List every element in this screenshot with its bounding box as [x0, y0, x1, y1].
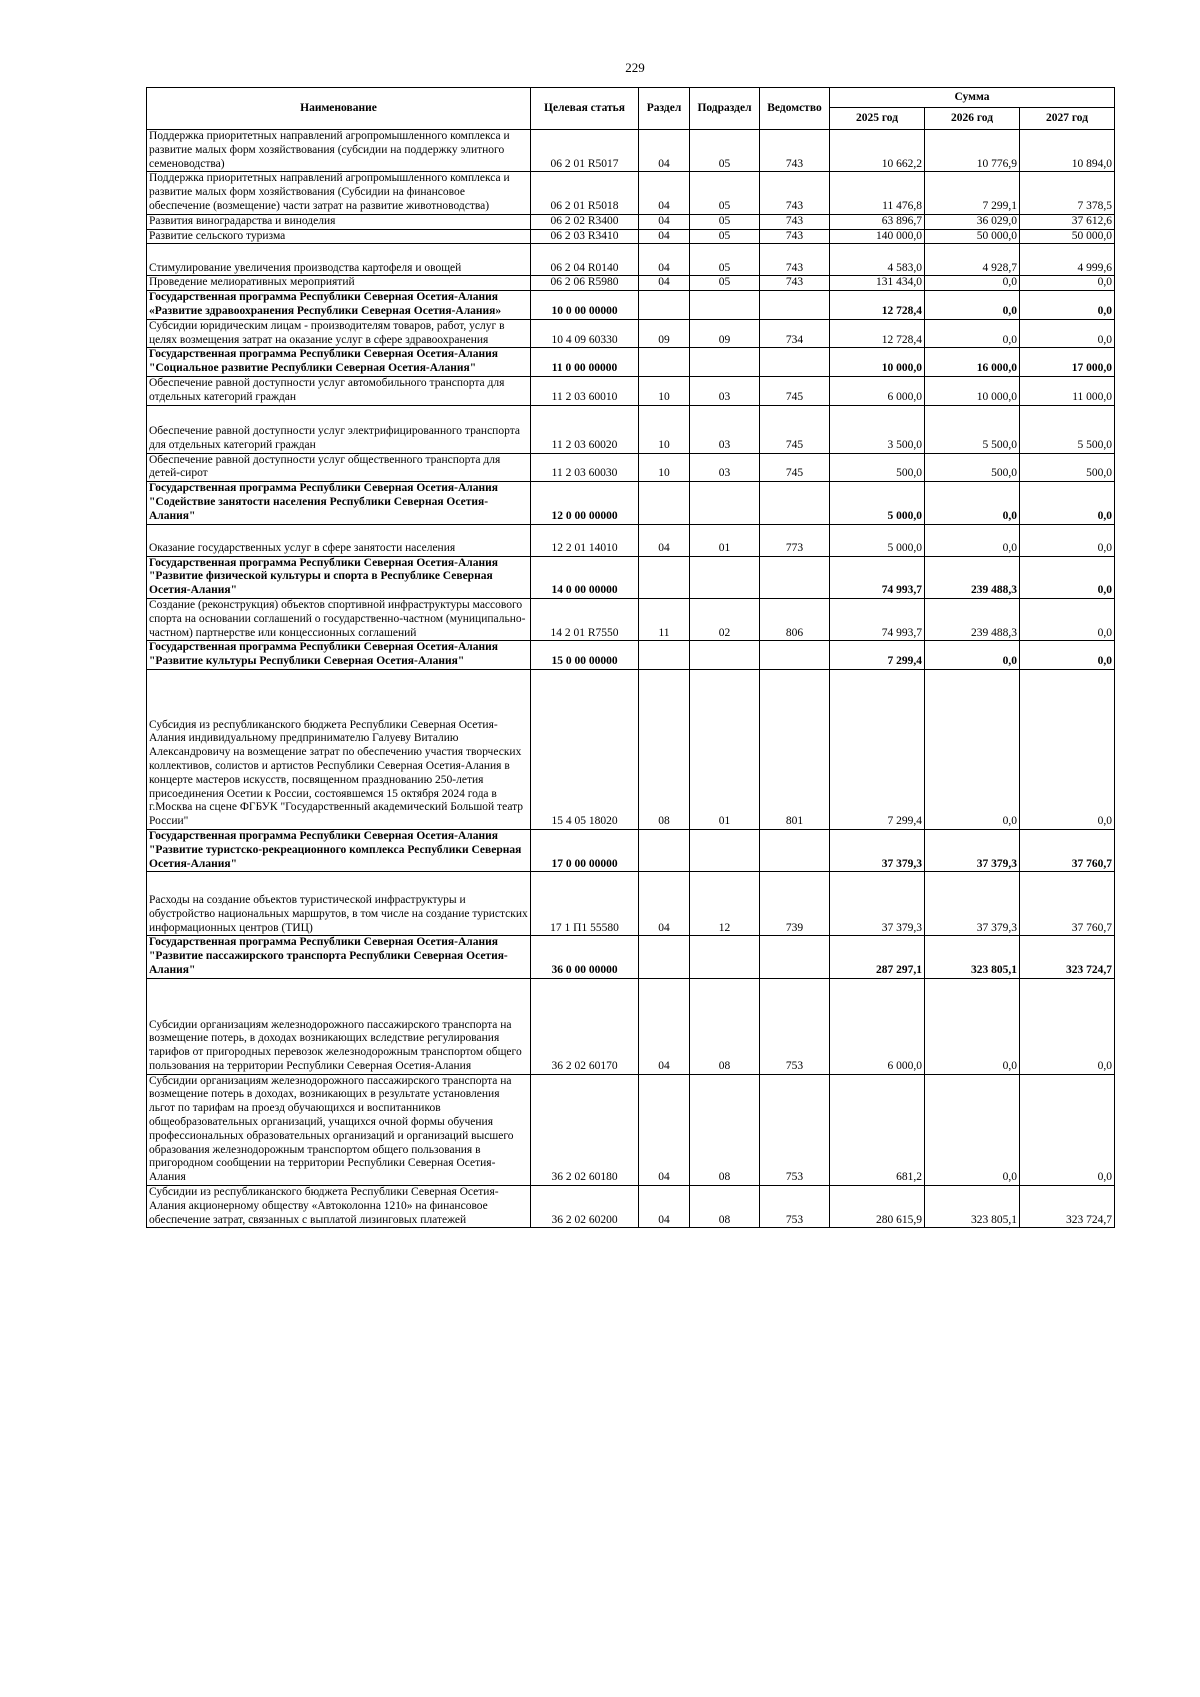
- row-sum-2026: 10 776,9: [925, 130, 1020, 172]
- row-sum-2027: 0,0: [1020, 641, 1115, 670]
- row-code: 36 2 02 60170: [531, 978, 639, 1074]
- row-department: 743: [760, 130, 830, 172]
- row-subsection: 05: [690, 276, 760, 291]
- header-section: Раздел: [639, 88, 690, 130]
- program-row: [147, 556, 1115, 598]
- row-name: Развития виноградарства и виноделия: [147, 214, 531, 229]
- row-sum-2027: 37 760,7: [1020, 829, 1115, 871]
- row-code: 14 2 01 R7550: [531, 598, 639, 640]
- row-subsection: 05: [690, 130, 760, 172]
- row-section: [639, 556, 690, 598]
- row-section: 04: [639, 1186, 690, 1228]
- row-code: 15 4 05 18020: [531, 669, 639, 829]
- row-name: Расходы на создание объектов туристической инфраструктуры и обустройство национальных маршрутов, в том числе на создание туристских информационных центров (ТИЦ): [147, 872, 531, 936]
- row-sum-2026: 500,0: [925, 453, 1020, 482]
- row-sum-2025: 74 993,7: [830, 556, 925, 598]
- table-row: [147, 1186, 1115, 1228]
- row-subsection: 05: [690, 229, 760, 244]
- row-name: Стимулирование увеличения производства картофеля и овощей: [147, 244, 531, 276]
- row-subsection: 02: [690, 598, 760, 640]
- row-subsection: 08: [690, 1186, 760, 1228]
- table-row: [147, 405, 1115, 453]
- row-subsection: 03: [690, 405, 760, 453]
- row-department: 743: [760, 244, 830, 276]
- row-subsection: 01: [690, 524, 760, 556]
- row-code: 14 0 00 00000: [531, 556, 639, 598]
- table-row: [147, 872, 1115, 936]
- row-sum-2027: 5 500,0: [1020, 405, 1115, 453]
- row-sum-2025: 11 476,8: [830, 172, 925, 214]
- row-sum-2025: 6 000,0: [830, 978, 925, 1074]
- row-code: 15 0 00 00000: [531, 641, 639, 670]
- row-department: [760, 348, 830, 377]
- row-code: 06 2 02 R3400: [531, 214, 639, 229]
- row-department: 753: [760, 1186, 830, 1228]
- row-name: Государственная программа Республики Северная Осетия-Алания "Социальное развитие Республики Северная Осетия-Алания": [147, 348, 531, 377]
- row-sum-2026: 0,0: [925, 291, 1020, 320]
- table-body: [147, 130, 1115, 1228]
- row-section: [639, 641, 690, 670]
- row-sum-2027: 0,0: [1020, 978, 1115, 1074]
- row-subsection: 12: [690, 872, 760, 936]
- table-row: [147, 978, 1115, 1074]
- row-name: Обеспечение равной доступности услуг электрифицированного транспорта для отдельных категорий граждан: [147, 405, 531, 453]
- program-row: [147, 291, 1115, 320]
- row-name: Субсидии из республиканского бюджета Республики Северная Осетия-Алания акционерному обществу «Автоколонна 1210» на финансовое обеспечение затрат, связанных с выплатой лизинговых платежей: [147, 1186, 531, 1228]
- row-code: 12 0 00 00000: [531, 482, 639, 524]
- table-row: [147, 276, 1115, 291]
- row-sum-2026: 0,0: [925, 978, 1020, 1074]
- row-code: 17 0 00 00000: [531, 829, 639, 871]
- row-code: 10 0 00 00000: [531, 291, 639, 320]
- row-sum-2025: 12 728,4: [830, 319, 925, 348]
- row-sum-2027: 0,0: [1020, 291, 1115, 320]
- row-section: 04: [639, 214, 690, 229]
- row-sum-2025: 10 662,2: [830, 130, 925, 172]
- row-section: 11: [639, 598, 690, 640]
- row-sum-2025: 37 379,3: [830, 872, 925, 936]
- row-section: [639, 291, 690, 320]
- row-sum-2025: 37 379,3: [830, 829, 925, 871]
- row-code: 06 2 06 R5980: [531, 276, 639, 291]
- row-section: [639, 936, 690, 978]
- table-row: [147, 172, 1115, 214]
- header-subsection: Подраздел: [690, 88, 760, 130]
- row-sum-2025: 140 000,0: [830, 229, 925, 244]
- row-name: Субсидии организациям железнодорожного пассажирского транспорта на возмещение потерь в доходах, возникающих в результате установления льгот по тарифам на проезд обучающихся и воспитанников общеобразовательных организаций, учащихся очной формы обучения профессиональных образовательных организаций и организаций высшего образования железнодорожным транспортом общего пользования в пригородном сообщении на территории Республики Северная Осетия-Алания: [147, 1074, 531, 1185]
- row-sum-2027: 0,0: [1020, 276, 1115, 291]
- program-row: [147, 829, 1115, 871]
- program-row: [147, 641, 1115, 670]
- row-department: [760, 291, 830, 320]
- row-sum-2027: 0,0: [1020, 598, 1115, 640]
- row-code: 10 4 09 60330: [531, 319, 639, 348]
- row-sum-2025: 12 728,4: [830, 291, 925, 320]
- row-section: 04: [639, 276, 690, 291]
- row-sum-2026: 0,0: [925, 276, 1020, 291]
- program-row: [147, 348, 1115, 377]
- row-name: Субсидии юридическим лицам - производителям товаров, работ, услуг в целях возмещения затрат на оказание услуг в сфере здравоохранения: [147, 319, 531, 348]
- header-name: Наименование: [147, 88, 531, 130]
- row-subsection: [690, 291, 760, 320]
- table-row: [147, 376, 1115, 405]
- row-section: [639, 348, 690, 377]
- row-code: 12 2 01 14010: [531, 524, 639, 556]
- row-code: 06 2 04 R0140: [531, 244, 639, 276]
- row-name: Государственная программа Республики Северная Осетия-Алания "Развитие пассажирского транспорта Республики Северная Осетия-Алания": [147, 936, 531, 978]
- row-section: 04: [639, 172, 690, 214]
- row-code: 36 2 02 60180: [531, 1074, 639, 1185]
- row-sum-2025: 500,0: [830, 453, 925, 482]
- program-row: [147, 936, 1115, 978]
- row-sum-2026: 37 379,3: [925, 872, 1020, 936]
- row-department: 734: [760, 319, 830, 348]
- table-row: [147, 453, 1115, 482]
- row-sum-2025: 131 434,0: [830, 276, 925, 291]
- row-name: Оказание государственных услуг в сфере занятости населения: [147, 524, 531, 556]
- row-subsection: 05: [690, 172, 760, 214]
- row-subsection: 03: [690, 376, 760, 405]
- row-department: 745: [760, 453, 830, 482]
- row-sum-2025: 10 000,0: [830, 348, 925, 377]
- row-sum-2026: 16 000,0: [925, 348, 1020, 377]
- table-row: [147, 244, 1115, 276]
- row-subsection: [690, 482, 760, 524]
- row-sum-2026: 0,0: [925, 1074, 1020, 1185]
- row-name: Субсидии организациям железнодорожного пассажирского транспорта на возмещение потерь, в доходах возникающих вследствие регулирования тарифов от пригородных перевозок железнодорожным транспортом общего пользования на территории Республики Северная Осетия-Алания: [147, 978, 531, 1074]
- row-sum-2027: 4 999,6: [1020, 244, 1115, 276]
- row-name: Государственная программа Республики Северная Осетия-Алания «Развитие здравоохранения Республики Северная Осетия-Алания»: [147, 291, 531, 320]
- row-sum-2025: 6 000,0: [830, 376, 925, 405]
- row-subsection: 09: [690, 319, 760, 348]
- row-department: 806: [760, 598, 830, 640]
- row-sum-2026: 50 000,0: [925, 229, 1020, 244]
- row-code: 11 2 03 60030: [531, 453, 639, 482]
- table-row: [147, 669, 1115, 829]
- row-subsection: [690, 829, 760, 871]
- page-number: 229: [625, 60, 645, 75]
- row-sum-2027: 0,0: [1020, 524, 1115, 556]
- row-name: Поддержка приоритетных направлений агропромышленного комплекса и развитие малых форм хозяйствования (субсидии на поддержку элитного семеноводства): [147, 130, 531, 172]
- row-code: 11 2 03 60010: [531, 376, 639, 405]
- row-sum-2027: 11 000,0: [1020, 376, 1115, 405]
- header-department: Ведомство: [760, 88, 830, 130]
- row-sum-2027: 17 000,0: [1020, 348, 1115, 377]
- row-department: [760, 829, 830, 871]
- row-sum-2026: 0,0: [925, 319, 1020, 348]
- row-subsection: 08: [690, 1074, 760, 1185]
- row-sum-2027: 0,0: [1020, 482, 1115, 524]
- row-sum-2027: 323 724,7: [1020, 1186, 1115, 1228]
- row-section: 10: [639, 376, 690, 405]
- row-sum-2026: 239 488,3: [925, 556, 1020, 598]
- row-section: 10: [639, 453, 690, 482]
- row-department: 743: [760, 214, 830, 229]
- row-department: 753: [760, 978, 830, 1074]
- row-subsection: 01: [690, 669, 760, 829]
- row-department: 745: [760, 376, 830, 405]
- row-subsection: [690, 348, 760, 377]
- row-department: [760, 641, 830, 670]
- row-sum-2027: 37 612,6: [1020, 214, 1115, 229]
- row-sum-2025: 681,2: [830, 1074, 925, 1185]
- row-sum-2027: 0,0: [1020, 1074, 1115, 1185]
- row-sum-2025: 280 615,9: [830, 1186, 925, 1228]
- row-sum-2026: 10 000,0: [925, 376, 1020, 405]
- table-row: [147, 524, 1115, 556]
- row-department: [760, 556, 830, 598]
- table-row: [147, 598, 1115, 640]
- table-row: [147, 319, 1115, 348]
- row-section: 04: [639, 229, 690, 244]
- row-department: 739: [760, 872, 830, 936]
- row-sum-2026: 0,0: [925, 524, 1020, 556]
- row-subsection: [690, 936, 760, 978]
- row-department: 773: [760, 524, 830, 556]
- row-code: 17 1 П1 55580: [531, 872, 639, 936]
- row-section: 04: [639, 978, 690, 1074]
- row-sum-2027: 323 724,7: [1020, 936, 1115, 978]
- row-sum-2026: 239 488,3: [925, 598, 1020, 640]
- row-sum-2027: 50 000,0: [1020, 229, 1115, 244]
- row-sum-2027: 0,0: [1020, 669, 1115, 829]
- row-name: Государственная программа Республики Северная Осетия-Алания "Развитие туристско-рекреационного комплекса Республики Северная Осетия-Алания": [147, 829, 531, 871]
- row-sum-2026: 7 299,1: [925, 172, 1020, 214]
- row-sum-2025: 4 583,0: [830, 244, 925, 276]
- row-sum-2026: 323 805,1: [925, 936, 1020, 978]
- program-row: [147, 482, 1115, 524]
- row-code: 11 0 00 00000: [531, 348, 639, 377]
- row-name: Государственная программа Республики Северная Осетия-Алания "Развитие культуры Республики Северная Осетия-Алания": [147, 641, 531, 670]
- row-subsection: 05: [690, 244, 760, 276]
- row-sum-2026: 5 500,0: [925, 405, 1020, 453]
- row-department: 743: [760, 172, 830, 214]
- row-department: 801: [760, 669, 830, 829]
- row-sum-2025: 5 000,0: [830, 524, 925, 556]
- row-sum-2027: 10 894,0: [1020, 130, 1115, 172]
- row-department: 743: [760, 229, 830, 244]
- header-code: Целевая статья: [531, 88, 639, 130]
- row-sum-2025: 7 299,4: [830, 641, 925, 670]
- row-name: Государственная программа Республики Северная Осетия-Алания "Содействие занятости населения Республики Северная Осетия-Алания": [147, 482, 531, 524]
- row-sum-2025: 5 000,0: [830, 482, 925, 524]
- row-sum-2025: 3 500,0: [830, 405, 925, 453]
- row-sum-2026: 0,0: [925, 482, 1020, 524]
- row-sum-2027: 37 760,7: [1020, 872, 1115, 936]
- row-name: Субсидия из республиканского бюджета Республики Северная Осетия-Алания индивидуальному предпринимателю Галуеву Виталию Александровичу на возмещение затрат по обеспечению участия творческих коллективов, солистов и артистов Республики Северная Осетия-Алания в концерте мастеров искусств, посвященном празднованию 250-летия присоединения Осетии к России, состоявшемся 15 октября 2024 года в г.Москва на сцене ФГБУК "Государственный академический Большой театр России": [147, 669, 531, 829]
- row-subsection: 03: [690, 453, 760, 482]
- row-section: 04: [639, 872, 690, 936]
- header-sum: Сумма: [830, 88, 1115, 108]
- row-subsection: [690, 556, 760, 598]
- row-section: [639, 482, 690, 524]
- row-sum-2026: 0,0: [925, 669, 1020, 829]
- row-sum-2027: 0,0: [1020, 319, 1115, 348]
- row-code: 36 2 02 60200: [531, 1186, 639, 1228]
- row-department: 743: [760, 276, 830, 291]
- row-name: Развитие сельского туризма: [147, 229, 531, 244]
- row-sum-2025: 63 896,7: [830, 214, 925, 229]
- row-section: 04: [639, 244, 690, 276]
- row-department: [760, 936, 830, 978]
- row-sum-2026: 4 928,7: [925, 244, 1020, 276]
- row-sum-2025: 74 993,7: [830, 598, 925, 640]
- row-section: 08: [639, 669, 690, 829]
- row-section: 09: [639, 319, 690, 348]
- row-code: 06 2 03 R3410: [531, 229, 639, 244]
- row-sum-2026: 323 805,1: [925, 1186, 1020, 1228]
- row-section: 04: [639, 1074, 690, 1185]
- row-sum-2026: 36 029,0: [925, 214, 1020, 229]
- row-code: 11 2 03 60020: [531, 405, 639, 453]
- row-section: [639, 829, 690, 871]
- row-sum-2025: 287 297,1: [830, 936, 925, 978]
- row-subsection: 08: [690, 978, 760, 1074]
- header-year-2026: 2026 год: [925, 108, 1020, 130]
- row-subsection: 05: [690, 214, 760, 229]
- header-year-2027: 2027 год: [1020, 108, 1115, 130]
- row-section: 04: [639, 130, 690, 172]
- row-sum-2026: 0,0: [925, 641, 1020, 670]
- row-name: Проведение мелиоративных мероприятий: [147, 276, 531, 291]
- row-section: 04: [639, 524, 690, 556]
- table-row: [147, 1074, 1115, 1185]
- header-year-2025: 2025 год: [830, 108, 925, 130]
- table-row: [147, 229, 1115, 244]
- row-name: Поддержка приоритетных направлений агропромышленного комплекса и развитие малых форм хозяйствования (Субсидии на финансовое обеспечение (возмещение) части затрат на развитие животноводства): [147, 172, 531, 214]
- budget-table: [146, 87, 1115, 1228]
- row-sum-2027: 7 378,5: [1020, 172, 1115, 214]
- row-sum-2027: 500,0: [1020, 453, 1115, 482]
- row-name: Обеспечение равной доступности услуг общественного транспорта для детей-сирот: [147, 453, 531, 482]
- row-section: 10: [639, 405, 690, 453]
- row-name: Государственная программа Республики Северная Осетия-Алания "Развитие физической культуры и спорта в Республике Северная Осетия-Алания": [147, 556, 531, 598]
- row-sum-2026: 37 379,3: [925, 829, 1020, 871]
- row-name: Обеспечение равной доступности услуг автомобильного транспорта для отдельных категорий граждан: [147, 376, 531, 405]
- row-code: 36 0 00 00000: [531, 936, 639, 978]
- row-code: 06 2 01 R5018: [531, 172, 639, 214]
- table-row: [147, 130, 1115, 172]
- row-department: 753: [760, 1074, 830, 1185]
- row-department: 745: [760, 405, 830, 453]
- row-subsection: [690, 641, 760, 670]
- table-row: [147, 214, 1115, 229]
- row-sum-2027: 0,0: [1020, 556, 1115, 598]
- row-code: 06 2 01 R5017: [531, 130, 639, 172]
- row-sum-2025: 7 299,4: [830, 669, 925, 829]
- row-name: Создание (реконструкция) объектов спортивной инфраструктуры массового спорта на основании соглашений о государственно-частном (муниципально-частном) партнерстве или концессионных соглашений: [147, 598, 531, 640]
- row-department: [760, 482, 830, 524]
